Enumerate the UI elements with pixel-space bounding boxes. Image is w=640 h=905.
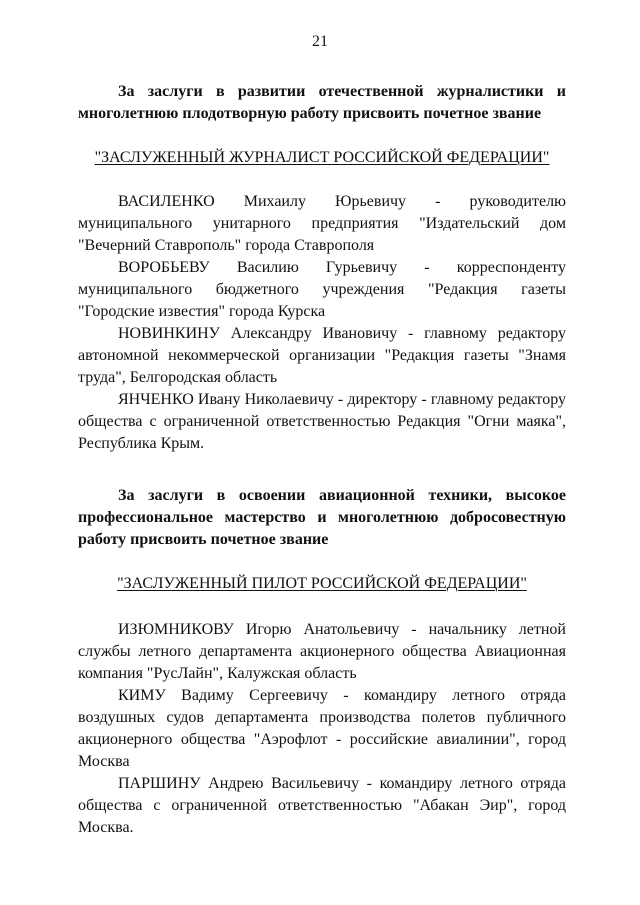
section-journalist <box>78 81 566 455</box>
award-entry: НОВИНКИНУ Александру Ивановичу - главному редактору автономной некоммерческой организации "Редакция газеты "Знамя труда", Белгородская область <box>78 325 566 386</box>
award-entry: ПАРШИНУ Андрею Васильевичу - командиру летного отряда общества с ограниченной ответственностью "Абакан Эир", город Москва. <box>78 775 566 836</box>
honorary-title: "ЗАСЛУЖЕННЫЙ ЖУРНАЛИСТ РОССИЙСКОЙ ФЕДЕРАЦИИ" <box>94 149 550 166</box>
award-entry: КИМУ Вадиму Сергеевичу - командиру летного отряда воздушных судов департамента производства полетов публичного акционерного общества "Аэрофлот - российские авиалинии", город Москва <box>78 687 566 770</box>
award-entry: ИЗЮМНИКОВУ Игорю Анатольевичу - начальнику летной службы летного департамента акционерного общества Авиационная компания "РусЛайн", Калужская область <box>78 621 566 682</box>
honorary-title: "ЗАСЛУЖЕННЫЙ ПИЛОТ РОССИЙСКОЙ ФЕДЕРАЦИИ" <box>117 575 527 592</box>
award-list <box>78 191 566 455</box>
award-list <box>78 619 566 839</box>
section-intro: За заслуги в освоении авиационной техники, высокое профессиональное мастерство и многолетнюю добросовестную работу присвоить почетное звание <box>78 487 566 548</box>
award-entry: ЯНЧЕНКО Ивану Николаевичу - директору - главному редактору общества с ограниченной ответственностью Редакция "Огни маяка", Республика Крым. <box>78 391 566 452</box>
section-pilot <box>78 485 566 839</box>
document-body <box>78 81 566 839</box>
award-entry: ВАСИЛЕНКО Михаилу Юрьевичу - руководителю муниципального унитарного предприятия "Издательский дом "Вечерний Ставрополь" города Ставрополя <box>78 193 566 254</box>
page-number: 21 <box>312 33 328 50</box>
section-intro: За заслуги в развитии отечественной журналистики и многолетнюю плодотворную работу присвоить почетное звание <box>78 83 566 122</box>
award-entry: ВОРОБЬЕВУ Василию Гурьевичу - корреспонденту муниципального бюджетного учреждения "Редакция газеты "Городские известия" города Курска <box>78 259 566 320</box>
